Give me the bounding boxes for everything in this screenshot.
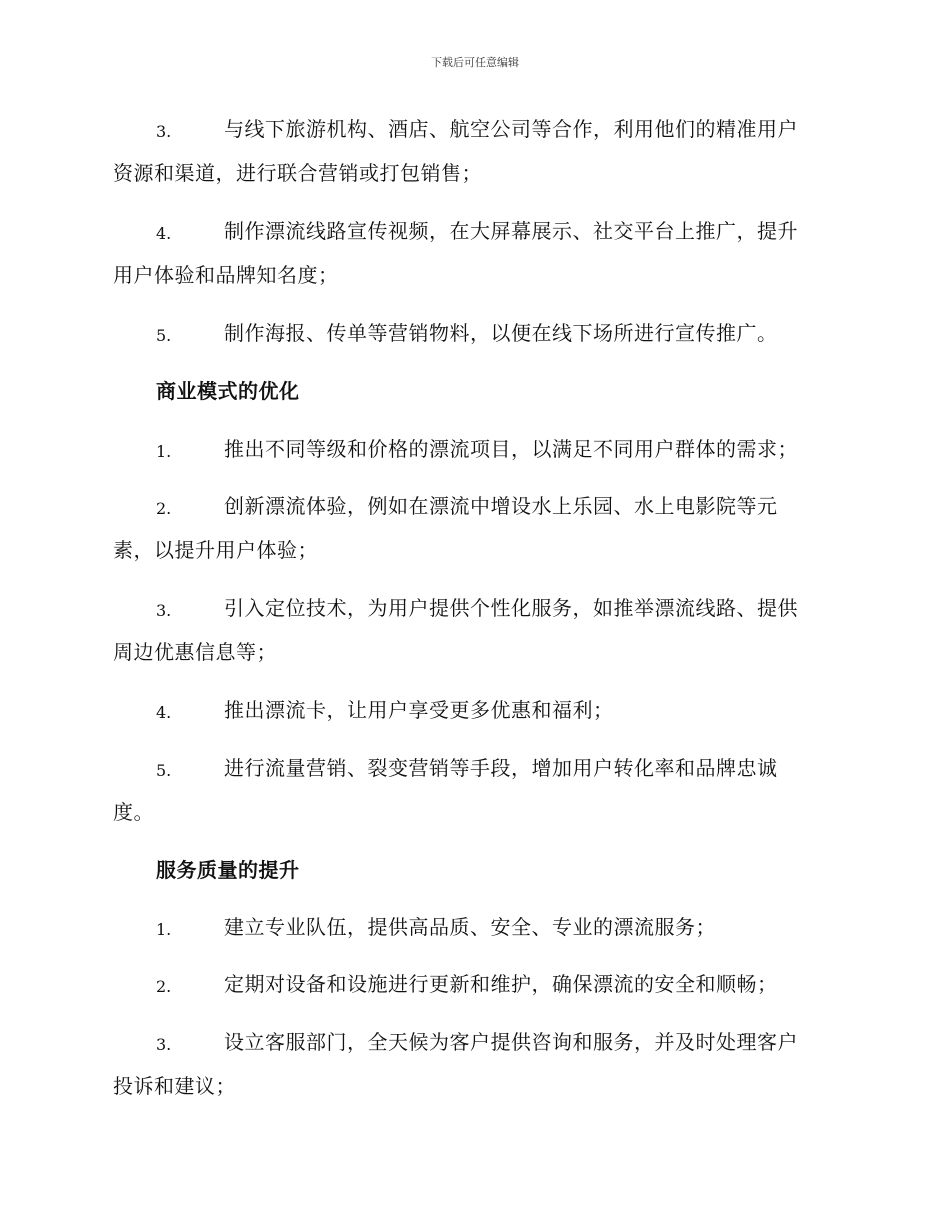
list-item [0,216,950,246]
item-number: 5. [156,761,172,780]
list-item [0,114,950,144]
item-text-continuation: 度。 [113,800,154,824]
item-text: 制作漂流线路宣传视频，在大屏幕展示、社交平台上推广，提升 [224,219,798,243]
list-item [0,491,950,521]
item-text-continuation: 资源和渠道，进行联合营销或打包销售； [113,161,482,185]
item-number: 4. [156,703,172,722]
list-item [0,969,950,999]
item-number: 2. [156,499,172,518]
section-heading-service-quality: 服务质量的提升 [156,858,300,882]
item-text: 推出漂流卡，让用户享受更多优惠和福利； [224,698,614,722]
item-text: 引入定位技术，为用户提供个性化服务，如推举漂流线路、提供 [224,596,798,620]
list-item [0,1027,950,1057]
item-text-continuation: 用户体验和品牌知名度； [113,263,339,287]
section-heading-business-model: 商业模式的优化 [156,379,300,403]
list-item [0,434,950,464]
item-number: 4. [156,224,172,243]
item-text-continuation: 投诉和建议； [113,1074,236,1098]
list-item [0,318,950,348]
item-text: 建立专业队伍，提供高品质、安全、专业的漂流服务； [224,915,716,939]
item-number: 3. [156,1035,172,1054]
item-number: 2. [156,977,172,996]
list-item [0,593,950,623]
item-text: 创新漂流体验，例如在漂流中增设水上乐园、水上电影院等元 [224,494,778,518]
list-item [0,753,950,783]
item-text: 制作海报、传单等营销物料，以便在线下场所进行宣传推广。 [224,321,778,345]
item-text-continuation: 周边优惠信息等； [113,640,277,664]
page-header: 下载后可任意编辑 [431,56,519,69]
item-text: 设立客服部门，全天候为客户提供咨询和服务，并及时处理客户 [224,1030,798,1054]
item-number: 1. [156,920,172,939]
item-text: 进行流量营销、裂变营销等手段，增加用户转化率和品牌忠诚 [224,756,778,780]
item-number: 3. [156,122,172,141]
item-text: 推出不同等级和价格的漂流项目，以满足不同用户群体的需求； [224,437,798,461]
item-number: 5. [156,326,172,345]
list-item [0,695,950,725]
item-text-continuation: 素，以提升用户体验； [113,538,318,562]
item-number: 3. [156,601,172,620]
item-number: 1. [156,442,172,461]
list-item [0,912,950,942]
item-text: 定期对设备和设施进行更新和维护，确保漂流的安全和顺畅； [224,972,778,996]
item-text: 与线下旅游机构、酒店、航空公司等合作，利用他们的精准用户 [224,117,798,141]
